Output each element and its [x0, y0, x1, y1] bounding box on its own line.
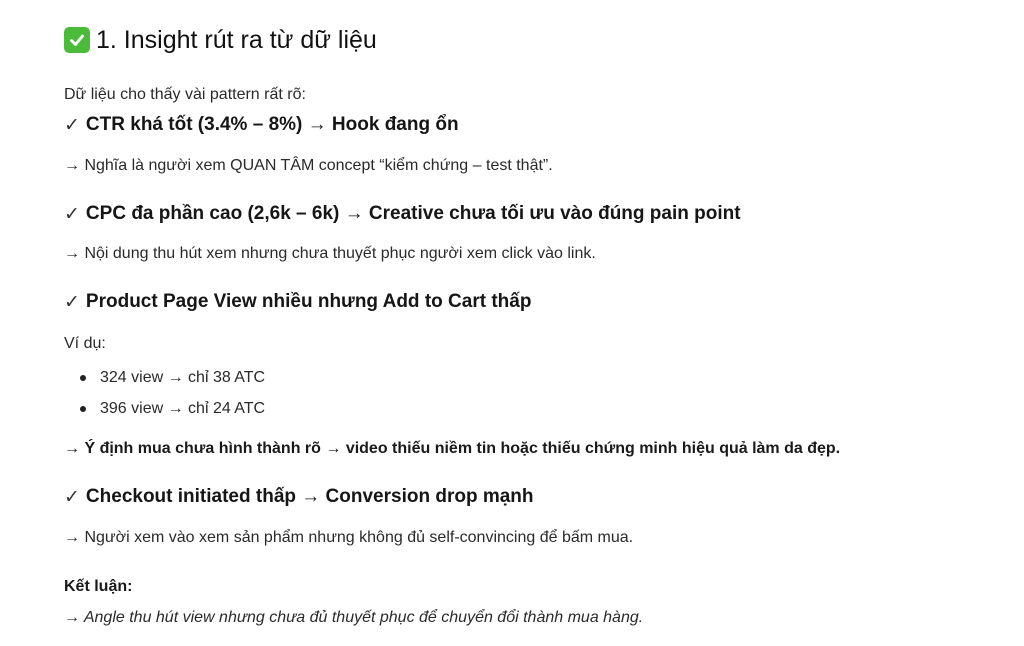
section-body-cpc: → Nội dung thu hút xem nhưng chưa thuyết phục người xem click vào link. — [64, 245, 596, 262]
list-item-text: 324 view → chỉ 38 ATC — [100, 369, 266, 386]
section-title-ctr — [64, 114, 459, 136]
section-body-checkout: → Người xem vào xem sản phẩm nhưng không đủ self-convincing để bấm mua. — [64, 529, 634, 546]
check-box-icon — [64, 27, 90, 53]
list-item — [64, 362, 265, 393]
bullet-icon — [80, 375, 86, 381]
list-item — [64, 393, 265, 424]
section-title-text: CTR khá tốt (3.4% – 8%) → Hook đang ổn — [85, 114, 459, 135]
page-title — [64, 24, 377, 56]
section-body-product-page-view: → Ý định mua chưa hình thành rõ → video thiếu niềm tin hoặc thiếu chứng minh hiệu quả làm da đẹp. — [64, 440, 841, 457]
section-title-product-page-view — [64, 291, 531, 313]
section-title-checkout — [64, 486, 534, 508]
section-title-text: CPC đa phần cao (2,6k – 6k) → Creative chưa tối ưu vào đúng pain point — [85, 203, 741, 224]
section-title-cpc — [64, 203, 741, 225]
bullet-icon — [80, 406, 86, 412]
example-list — [64, 362, 265, 424]
checkmark-icon: ✓ — [64, 486, 80, 508]
checkmark-icon: ✓ — [64, 203, 80, 225]
section-title-text: Product Page View nhiều nhưng Add to Cart thấp — [85, 291, 532, 312]
conclusion-label: Kết luận: — [64, 578, 133, 595]
section-body-ctr: → Nghĩa là người xem QUAN TÂM concept “kiểm chứng – test thật”. — [64, 157, 553, 174]
intro-text: Dữ liệu cho thấy vài pattern rất rõ: — [64, 86, 306, 103]
section-title-text: Checkout initiated thấp → Conversion drop mạnh — [85, 486, 534, 507]
list-item-text: 396 view → chỉ 24 ATC — [100, 400, 266, 417]
checkmark-icon: ✓ — [64, 114, 80, 136]
checkmark-icon: ✓ — [64, 291, 80, 313]
conclusion-text: → Angle thu hút view nhưng chưa đủ thuyết phục để chuyển đổi thành mua hàng. — [64, 609, 644, 626]
page-title-text: 1. Insight rút ra từ dữ liệu — [96, 25, 377, 54]
example-label: Ví dụ: — [64, 335, 106, 352]
